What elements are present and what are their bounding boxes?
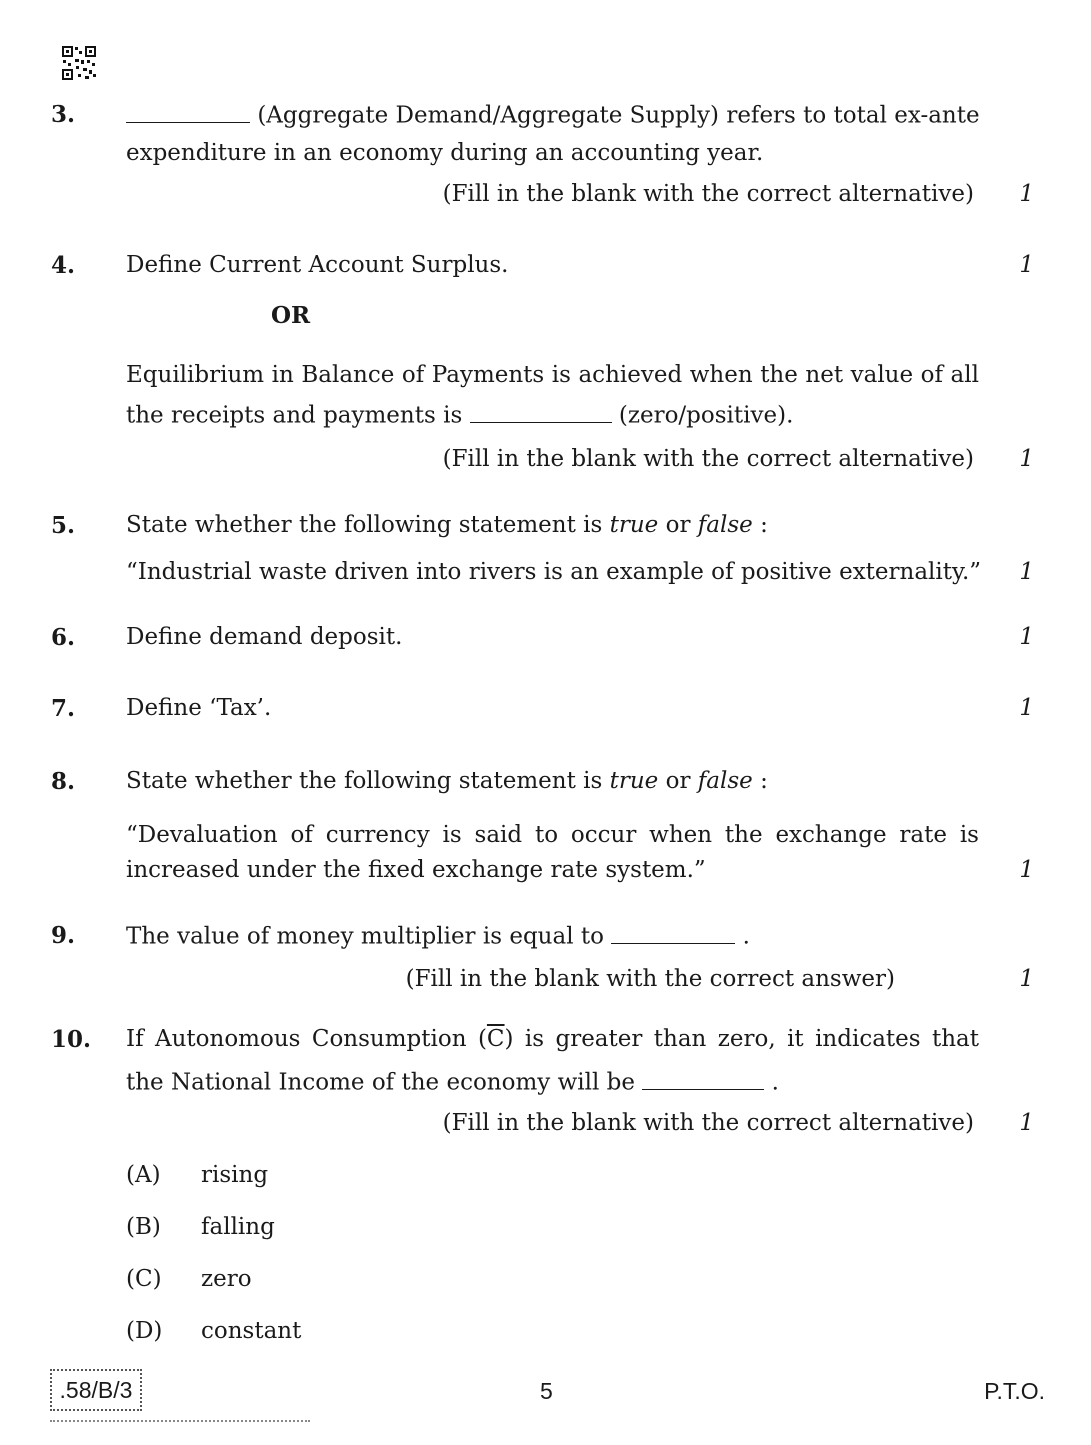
option-text: zero bbox=[201, 1266, 252, 1292]
question-number: 8. bbox=[51, 768, 76, 795]
question-10-line-1: If Autonomous Consumption $(\overline{C})$ is greater than zero, it indicates that bbox=[126, 1026, 979, 1052]
question-number: 10. bbox=[51, 1026, 92, 1053]
question-number: 4. bbox=[51, 252, 76, 279]
autonomous-consumption-symbol: $\overline{C}$ bbox=[486, 1026, 505, 1052]
or-separator: OR bbox=[271, 302, 311, 329]
question-9-instruction: (Fill in the blank with the correct answer) bbox=[405, 966, 895, 992]
option-letter: (A) bbox=[126, 1162, 161, 1188]
question-10-line-2: the National Income of the economy will be . bbox=[126, 1069, 779, 1096]
question-6-text: Define demand deposit. bbox=[126, 624, 403, 650]
question-6-marks: 1 bbox=[1019, 624, 1034, 650]
question-8-marks: 1 bbox=[1019, 857, 1034, 883]
question-number: 5. bbox=[51, 512, 76, 539]
question-number: 9. bbox=[51, 922, 76, 949]
question-4-alt-line-2: the receipts and payments is (zero/positive). bbox=[126, 402, 794, 429]
question-5-marks: 1 bbox=[1019, 559, 1034, 585]
question-5-statement: “Industrial waste driven into rivers is an example of positive externality.” bbox=[126, 559, 982, 585]
answer-blank bbox=[126, 101, 250, 123]
question-3-marks: 1 bbox=[1019, 181, 1034, 207]
answer-blank bbox=[611, 922, 735, 944]
page-number: 5 bbox=[540, 1378, 553, 1404]
question-9-text: The value of money multiplier is equal to . bbox=[126, 923, 750, 950]
question-8-statement-line-2: increased under the fixed exchange rate system.” bbox=[126, 857, 706, 883]
question-4-alt-marks: 1 bbox=[1019, 446, 1034, 472]
option-letter: (C) bbox=[126, 1266, 162, 1292]
question-7-marks: 1 bbox=[1019, 695, 1034, 721]
question-number: 3. bbox=[51, 101, 76, 128]
paper-code: .58/B/3 bbox=[50, 1369, 142, 1411]
qr-code-icon bbox=[61, 45, 97, 81]
question-4-instruction: (Fill in the blank with the correct alternative) bbox=[442, 446, 974, 472]
question-4-alt-line-1: Equilibrium in Balance of Payments is achieved when the net value of all bbox=[126, 362, 979, 388]
option-text: constant bbox=[201, 1318, 302, 1344]
question-8-statement-line-1: “Devaluation of currency is said to occur when the exchange rate is bbox=[126, 822, 979, 848]
question-8-prompt: State whether the following statement is true or false : bbox=[126, 768, 768, 794]
question-3-line-1: (Aggregate Demand/Aggregate Supply) refers to total ex-ante bbox=[126, 101, 979, 129]
pto-label: P.T.O. bbox=[984, 1378, 1045, 1404]
option-letter: (B) bbox=[126, 1214, 161, 1240]
question-number: 7. bbox=[51, 695, 76, 722]
question-4-text: Define Current Account Surplus. bbox=[126, 252, 509, 278]
option-text: rising bbox=[201, 1162, 269, 1188]
question-3-instruction: (Fill in the blank with the correct alternative) bbox=[442, 181, 974, 207]
footer-divider bbox=[50, 1420, 310, 1422]
question-7-text: Define ‘Tax’. bbox=[126, 695, 272, 721]
option-text: falling bbox=[201, 1214, 275, 1240]
question-10-marks: 1 bbox=[1019, 1110, 1034, 1136]
question-4-marks: 1 bbox=[1019, 252, 1034, 278]
question-number: 6. bbox=[51, 624, 76, 651]
question-9-marks: 1 bbox=[1019, 966, 1034, 992]
answer-blank bbox=[470, 401, 612, 423]
question-5-prompt: State whether the following statement is true or false : bbox=[126, 512, 768, 538]
question-10-instruction: (Fill in the blank with the correct alternative) bbox=[442, 1110, 974, 1136]
answer-blank bbox=[642, 1068, 764, 1090]
option-letter: (D) bbox=[126, 1318, 163, 1344]
question-3-line-2: expenditure in an economy during an accounting year. bbox=[126, 140, 764, 166]
